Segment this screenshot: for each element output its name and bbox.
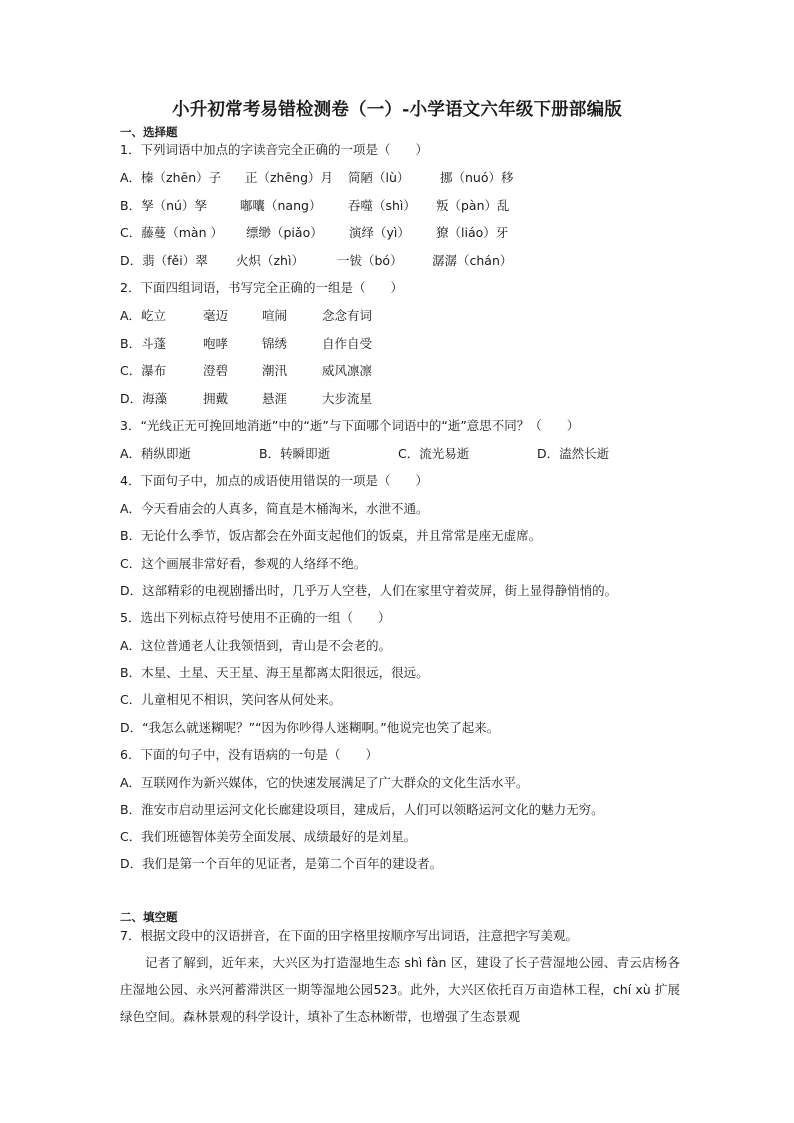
q2-option-c-1: C．瀑布 [120,363,167,378]
q3-option-b: B．转瞬即逝 [259,446,331,461]
q2-option-c-2: 澄碧 [203,363,229,378]
q4-option-d: D．这部精彩的电视剧播出时，几乎万人空巷，人们在家里守着荧屏，街上显得静悄悄的。 [120,583,618,598]
q2-option-b-2: 咆哮 [203,336,229,351]
q2-option-b-1: B．斗蓬 [120,336,167,351]
q2-option-c-4: 威风凛凛 [322,363,373,378]
q1-option-a-2: 正（zhēng）月 [245,170,334,185]
q1-option-d-2: 火炽（zhì） [236,253,304,268]
q1-option-c-3: 演绎（yì） [349,225,410,240]
q4-option-c: C．这个画展非常好看，参观的人络绎不绝。 [120,556,367,571]
q2-option-d-2: 拥戴 [203,391,229,406]
q2-option-c-3: 潮汛 [262,363,288,378]
question-4-stem: 4．下面句子中，加点的成语使用错误的一项是（ ） [120,473,428,488]
question-3-stem: 3．“光线正无可挽回地消逝”中的“逝”与下面哪个词语中的“逝”意思不同？（ ） [120,418,580,433]
q7-paragraph: 记者了解到，近年来，大兴区为打造湿地生态 shì fàn 区，建设了长子营湿地公园、青云店杨各庄湿地公园、永兴河蓄滞洪区一期等湿地公园523。此外，大兴区依托百万亩造林工程，chí xù 扩展绿色空间。森林景观的科学设计，填补了生态林断带，也增强了生态景观 [120,955,681,1024]
q2-option-a-3: 喧闹 [262,308,288,323]
q5-option-b: B．木星、土星、天王星、海王星都离太阳很远，很远。 [120,665,429,680]
question-7-stem: 7．根据文段中的汉语拼音，在下面的田字格里按顺序写出词语，注意把字写美观。 [120,928,578,943]
question-2-stem: 2．下面四组词语，书写完全正确的一组是（ ） [120,280,403,295]
q1-option-d-4: 潺潺（chán） [432,253,513,268]
q6-option-a: A．互联网作为新兴媒体，它的快速发展满足了广大群众的文化生活水平。 [120,775,529,790]
q4-option-b: B．无论什么季节，饭店都会在外面支起他们的饭桌，并且常常是座无虚席。 [120,528,542,543]
q6-option-b: B．淮安市启动里运河文化长廊建设项目，建成后，人们可以领略运河文化的魅力无穷。 [120,802,604,817]
page-title: 小升初常考易错检测卷（一）-小学语文六年级下册部编版 [172,100,622,120]
q2-option-d-4: 大步流星 [322,391,373,406]
q5-option-a: A．这位普通老人让我领悟到，青山是不会老的。 [120,638,392,653]
q2-option-d-1: D．海藻 [120,391,168,406]
q1-option-b-3: 吞噬（shì） [348,198,416,213]
question-1-stem: 1．下列词语中加点的字读音完全正确的一项是（ ） [120,142,428,157]
question-5-stem: 5．选出下列标点符号使用不正确的一组（ ） [120,610,391,625]
q2-option-a-4: 念念有词 [322,308,373,323]
section-heading-choice: 一、选择题 [120,125,178,139]
q2-option-b-3: 锦绣 [262,336,288,351]
q1-option-b-2: 嘟囔（nang） [240,198,322,213]
q1-option-c-2: 缥缈（piǎo） [246,225,323,240]
q1-option-d-3: 一钹（bó） [337,253,403,268]
q6-option-d: D．我们是第一个百年的见证者，是第二个百年的建设者。 [120,856,443,871]
q4-option-a: A．今天看庙会的人真多，简直是木桶淘米，水泄不通。 [120,501,429,516]
q3-option-c: C．流光易逝 [398,446,470,461]
q5-option-d: D．“我怎么就迷糊呢？”“因为你吵得人迷糊啊。”他说完也笑了起来。 [120,720,500,735]
q1-option-b-4: 叛（pàn）乱 [436,198,510,213]
q2-option-a-1: A．屹立 [120,308,167,323]
section-heading-fill: 二、填空题 [120,910,178,924]
q2-option-a-2: 毫迈 [203,308,229,323]
q3-option-a: A．稍纵即逝 [120,446,192,461]
q2-option-b-4: 自作自受 [322,336,373,351]
q6-option-c: C．我们班德智体美劳全面发展、成绩最好的是刘星。 [120,829,417,844]
q1-option-d-1: D．翡（fěi）翠 [120,253,208,268]
q5-option-c: C．儿童相见不相识，笑问客从何处来。 [120,692,342,707]
q1-option-c-4: 獠（liáo）牙 [436,225,509,240]
q2-option-d-3: 悬涯 [262,391,288,406]
q1-option-c-1: C．藤蔓（màn ） [120,225,223,240]
q1-option-a-1: A．榛（zhēn）子 [120,170,222,185]
q3-option-d: D．溘然长逝 [537,446,610,461]
q1-option-a-4: 挪（nuó）移 [440,170,514,185]
q1-option-a-3: 简陋（lù） [348,170,410,185]
q1-option-b-1: B．孥（nú）孥 [120,198,207,213]
question-6-stem: 6．下面的句子中，没有语病的一句是（ ） [120,747,378,762]
